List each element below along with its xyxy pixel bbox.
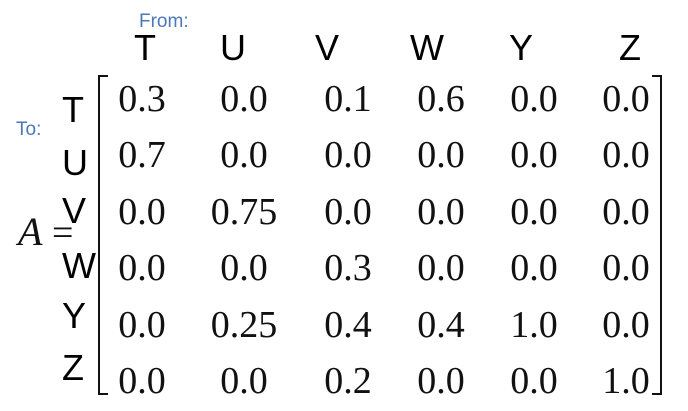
right-bracket — [652, 75, 662, 395]
matrix-symbol: A — [18, 209, 43, 254]
matrix-cell: 0.0 — [510, 134, 558, 176]
row-header: Z — [62, 347, 84, 388]
matrix-cell: 0.0 — [417, 134, 465, 176]
matrix-cell: 0.0 — [417, 247, 465, 289]
matrix-cell: 1.0 — [510, 304, 558, 346]
matrix-cell: 0.0 — [510, 191, 558, 233]
matrix-cell: 0.0 — [602, 78, 650, 120]
matrix-cell: 0.0 — [510, 360, 558, 402]
column-header: U — [220, 27, 246, 68]
matrix-cell: 0.0 — [118, 304, 166, 346]
matrix-cell: 0.0 — [118, 360, 166, 402]
matrix-cell: 0.25 — [210, 304, 278, 346]
matrix-cell: 0.6 — [417, 78, 465, 120]
column-header: V — [314, 27, 340, 68]
matrix-cell: 0.3 — [324, 247, 372, 289]
column-header: T — [134, 27, 156, 68]
to-label: To: — [16, 119, 42, 140]
matrix-cell: 0.0 — [324, 134, 372, 176]
matrix-cell: 1.0 — [602, 360, 650, 402]
matrix-cell: 0.0 — [510, 78, 558, 120]
matrix-cell: 0.4 — [324, 304, 372, 346]
column-header: W — [410, 27, 444, 68]
matrix-cell: 0.0 — [602, 191, 650, 233]
matrix-cell: 0.1 — [324, 78, 372, 120]
matrix-cell: 0.4 — [417, 304, 465, 346]
row-header: W — [62, 245, 96, 286]
matrix-cell: 0.0 — [220, 78, 268, 120]
matrix-cell: 0.0 — [118, 191, 166, 233]
matrix-cell: 0.0 — [510, 247, 558, 289]
matrix-cell: 0.0 — [324, 191, 372, 233]
row-header: Y — [62, 295, 87, 336]
row-header: T — [62, 89, 84, 130]
matrix-cell: 0.0 — [417, 360, 465, 402]
matrix-cell: 0.75 — [210, 191, 278, 233]
matrix-cell: 0.0 — [417, 191, 465, 233]
matrix-cell: 0.0 — [220, 360, 268, 402]
matrix-cell: 0.0 — [602, 247, 650, 289]
matrix-cell: 0.0 — [602, 134, 650, 176]
from-label: From: — [139, 11, 189, 32]
matrix-cell: 0.7 — [118, 134, 166, 176]
matrix-cell: 0.0 — [602, 304, 650, 346]
matrix-cell: 0.2 — [324, 360, 372, 402]
row-header: U — [62, 142, 88, 183]
column-header: Z — [619, 27, 641, 68]
equals-sign: = — [52, 212, 74, 254]
matrix-cell: 0.0 — [118, 247, 166, 289]
row-header: V — [62, 190, 87, 231]
left-bracket — [98, 75, 108, 395]
matrix-cell: 0.3 — [118, 78, 166, 120]
column-header: Y — [508, 27, 534, 68]
matrix-cell: 0.0 — [220, 247, 268, 289]
matrix-cell: 0.0 — [220, 134, 268, 176]
